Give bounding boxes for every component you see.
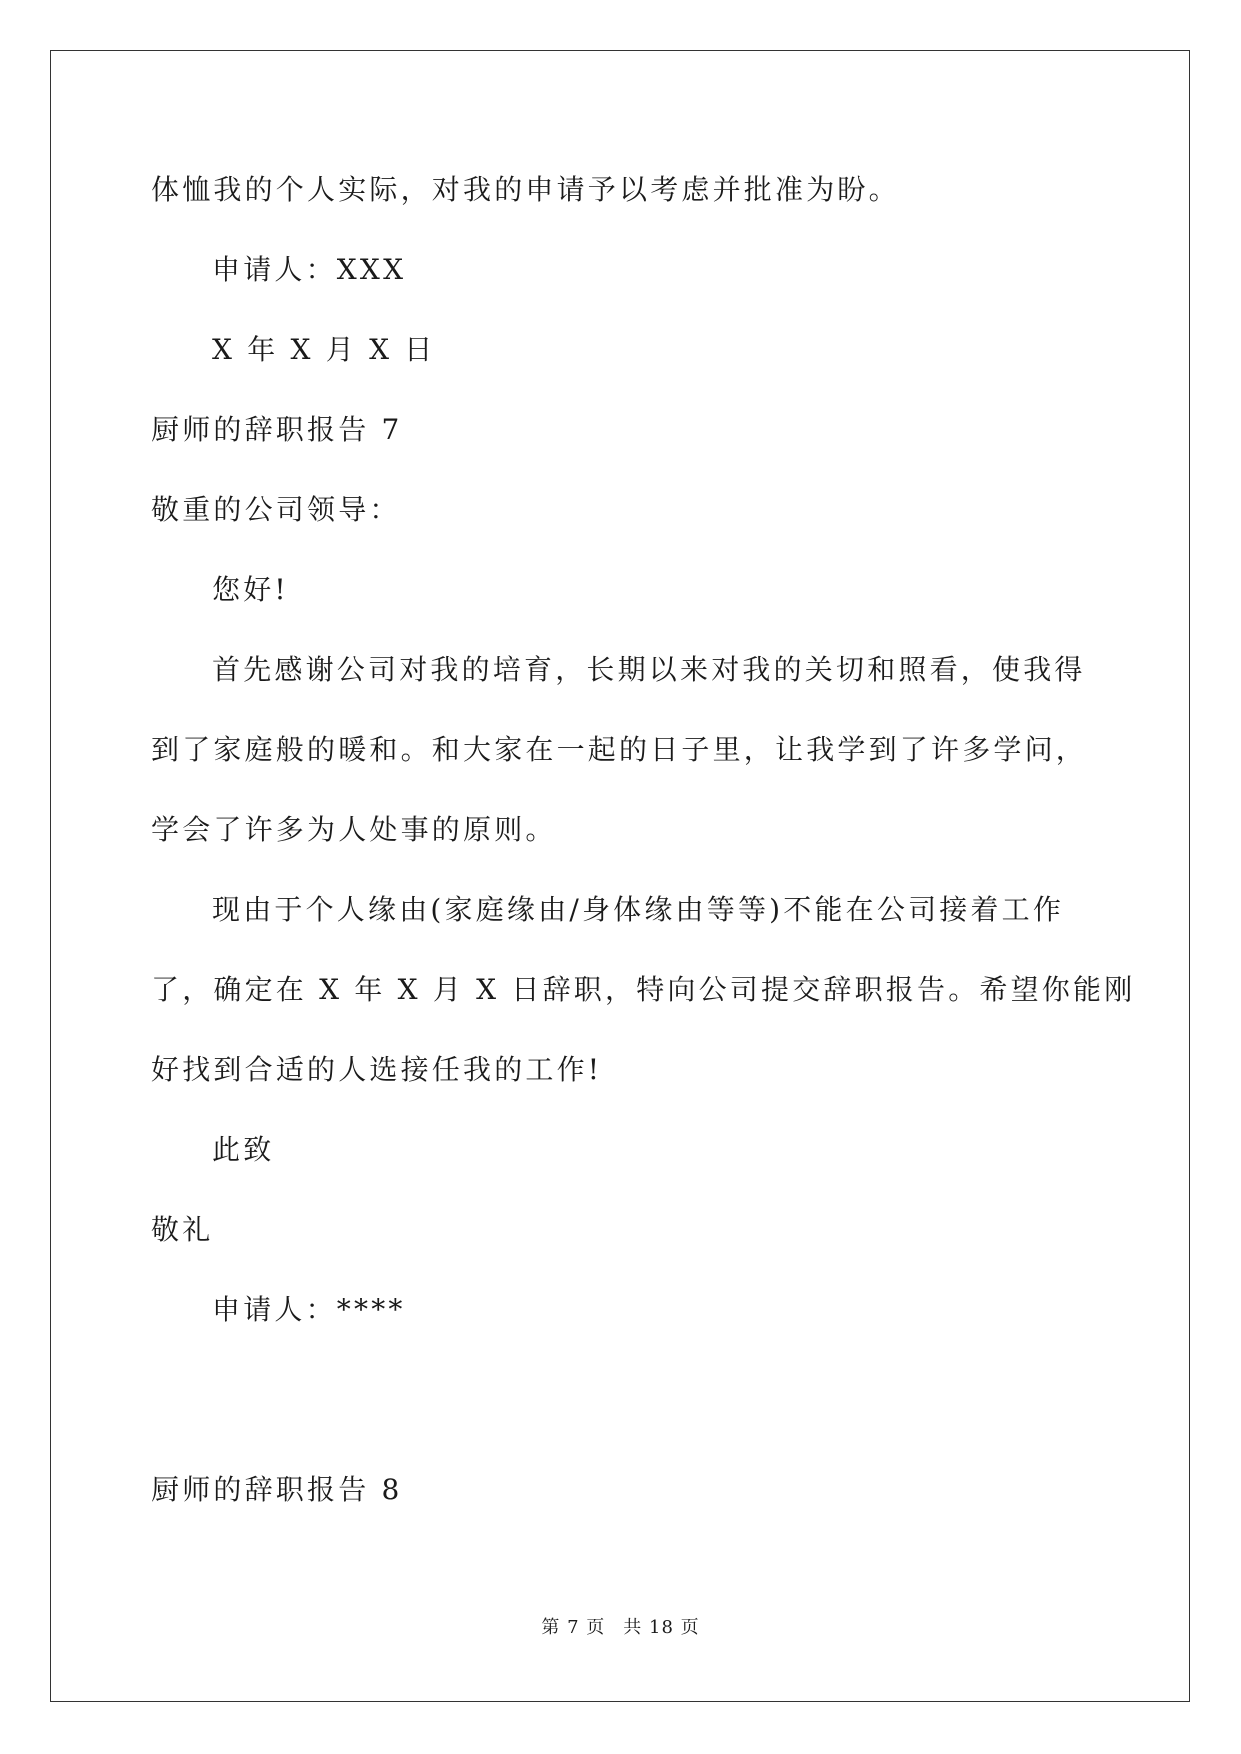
text-line: 到了家庭般的暖和。和大家在一起的日子里，让我学到了许多学问， [151, 733, 1088, 766]
page-footer [0, 1616, 1241, 1640]
closing-line: 此致 [212, 1133, 275, 1166]
text-line: 好找到合适的人选接任我的工作! [151, 1053, 603, 1086]
greeting: 您好! [212, 573, 289, 606]
text-line: 了，确定在 X 年 X 月 X 日辞职，特向公司提交辞职报告。希望你能刚 [151, 973, 1136, 1006]
text-line: 学会了许多为人处事的原则。 [151, 813, 557, 846]
salutation: 敬重的公司领导： [151, 493, 401, 526]
page-frame [50, 50, 1190, 1702]
applicant-line: 申请人：XXX [212, 253, 407, 286]
page-number: 第 7 页 [541, 1617, 606, 1638]
page-total: 共 18 页 [623, 1617, 700, 1638]
text-line: 现由于个人缘由(家庭缘由/身体缘由等等)不能在公司接着工作 [212, 893, 1065, 926]
section-heading: 厨师的辞职报告 7 [151, 413, 403, 446]
section-heading: 厨师的辞职报告 8 [151, 1473, 403, 1506]
applicant-signature: 申请人：**** [212, 1293, 406, 1326]
date-line: X 年 X 月 X 日 [212, 333, 436, 366]
text-line: 体恤我的个人实际，对我的申请予以考虑并批准为盼。 [151, 173, 900, 206]
closing-regards: 敬礼 [151, 1213, 214, 1246]
text-line: 首先感谢公司对我的培育，长期以来对我的关切和照看，使我得 [212, 653, 1086, 686]
